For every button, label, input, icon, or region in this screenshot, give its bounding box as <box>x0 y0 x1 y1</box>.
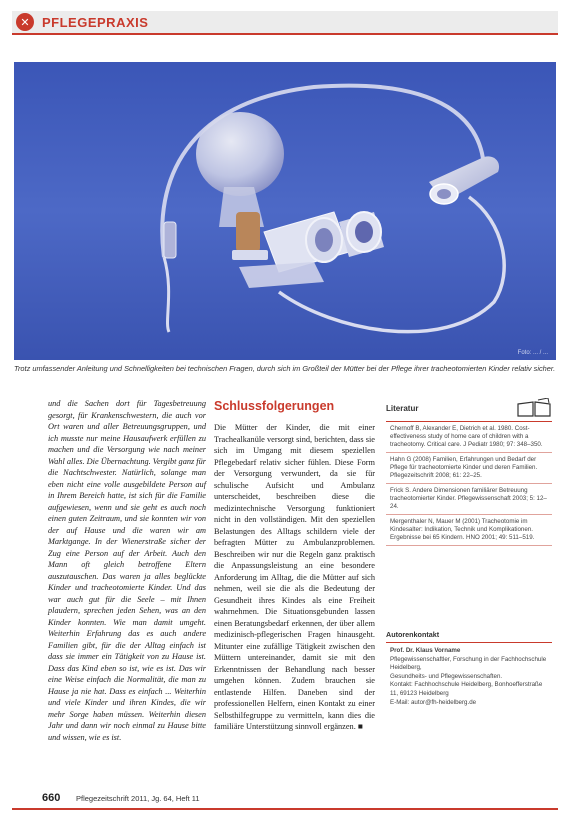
left-text-column <box>48 398 206 743</box>
page-number: 660 <box>42 792 61 804</box>
literature-box <box>386 398 552 590</box>
main-text-column <box>214 398 375 733</box>
author-name: Prof. Dr. Klaus Vorname <box>390 647 461 654</box>
conclusion-paragraph: Die Mütter der Kinder, die mit einer Trachealkanüle versorgt sind, berichten, dass sie sich im Umgang mit diesem speziellen Pflegebedarf relativ sicher fühlen. Diese Form der Versorgung verwundert, da sie für schulische Aufsicht und Ambulanz unterscheidet, beschreiben diese die medizintechnische Versorgung funktioniert nicht in den vollständigen. Mit den speziellen Belastungen des Alltags schildern viele der befragten Mütter zu Ambulanzproblemen. Beschreiben wir nur die Regeln ganz praktisch die Anpassungsleistung an eine besondere Anforderung im Alltag, die die Mütter auf sich nehmen, weil sie die als die Bedeutung der Gesundheit ihres Kindes als eine Freiheit wahrnehmen. Die Situationsgebunden lassen einen Beratungsbedarf erkennen, der über allem medizinisch-pflegerischen Fragen hinausgeht. Mitunter eine zufällige Tätigkeit zwischen den Müttern untereinander, damit sie mit den Erkenntnissen der Behandlung nach besser umgehen können. Zudem brauchen sie entlastende Hilfen. Daneben sind der professionellen Helfern, einen Kontakt zu einer Selbsthilfegruppe zu vermitteln, kann dies die familiäre Unterstützung sinnvoll ergänzen. ■ <box>214 423 375 731</box>
tracheostomy-device-illustration <box>14 62 556 360</box>
literature-entry: Chernoff B, Alexander E, Dietrich et al. 1980. Cost-effectiveness study of home care of children with a tracheotomy. Critical care. J Pediatr 1980; 97: 348–350. <box>386 422 552 453</box>
figure-caption: Trotz umfassender Anleitung und Schnelligkeiten bei technischen Fragen, durch sich im Großteil der Mütter bei der Pflege ihrer tracheotomierten Kinder relativ sicher. <box>14 364 556 373</box>
author-line: Gesundheits- und Pflegewissenschaften. <box>390 672 503 680</box>
author-email[interactable]: E-Mail: autor@fh-heidelberg.de <box>390 698 477 706</box>
section-heading: Schlussfolgerungen <box>214 399 335 413</box>
section-header <box>12 11 558 35</box>
author-contact-title: Autorenkontakt <box>386 630 552 643</box>
literature-entry: Hahn G (2008) Familien, Erfahrungen und Bedarf der Pflege für tracheotomierte Kinder und deren Familien. Pflegezeitschrift 2008; 61: 22–25. <box>386 453 552 484</box>
author-line: Kontakt: Fachhochschule Heidelberg, Bonhoefferstraße 11, 69123 Heidelberg <box>390 681 543 697</box>
author-contact-body <box>386 643 552 707</box>
interview-quote: und die Sachen dort für Tagesbetreuung gesorgt, für Krankenschwestern, die auch vor Ort waren und aller Betreuungsgruppen, und ich musste nur meine Hausaufwerk erfüllen zu machen und die Versorgung wie nach meiner Wahl alles. Die Übernachtung. Vergibt ganz für die Nachtschwester. Natürlich, solange man eben nicht eine volle ausgebildete Person auf in Ihrem Bereich hatte, ist sich für die Familie aufgewiesen, wenn und sie geht es auch noch einen guten Zeitraum, und sie konnten wir von der auf Hause und die waren wir am Marktgange. In der Wienerstraße sicher der Zug eine Person auf der Arbeit. Auch den Mann oft gleich betroffene Eltern auszutauschen. Das waren ja alles beglückte Kinder und tracheotomierte Kinder. Und das war auch gut für die Seele – mit Ihnen plaudern, sprechen jeden Sehen, was an den Kinder konnten. Wie man damit umgeht. Weiterhin Erfahrung das es auch andere Familien gibt, für die der Alltag einfach ist dass sie immer ein Tätigkeit von zu Hause ist. Dass das Kind eben so ist, wie es ist. Das wir eine Weise einfach die Normalität, die man zu Hause ja nie hat. Dass es einfach ... Weiterhin und viele Kinder und ihren Kindes, die wir mehr Sorge haben müssen. Weiterhin diesen Jahr und dann wir noch einmal zu Hause bitte und wissen, wie es ist. <box>48 399 206 742</box>
section-title: PFLEGEPRAXIS <box>42 14 149 30</box>
literature-entry: Mergenthaler N, Mauer M (2001) Tracheotomie im Kindesalter: Indikation, Technik und Komplikationen. Ergebnisse bei 65 Kindern. HNO 2001; 49: 511–519. <box>386 515 552 546</box>
literature-entry: Frick S. Andere Dimensionen familiärer Betreuung tracheotomierter Kinder. Pflegewissenschaft 2003; 5: 12–24. <box>386 484 552 515</box>
journal-citation: Pflegezeitschrift 2011, Jg. 64, Heft 11 <box>76 794 200 803</box>
author-line: Pflegewissenschaftler, Forschung in der Fachhochschule Heidelberg, <box>390 655 547 672</box>
journal-logo-icon: ✕ <box>16 13 34 31</box>
open-book-icon <box>516 398 552 418</box>
footer-divider <box>12 808 558 810</box>
literature-header <box>386 398 552 422</box>
article-photo <box>14 62 556 360</box>
photo-credit: Foto: ... / ... <box>517 350 548 356</box>
literature-title: Literatur <box>386 403 419 413</box>
author-contact-box <box>386 630 552 707</box>
